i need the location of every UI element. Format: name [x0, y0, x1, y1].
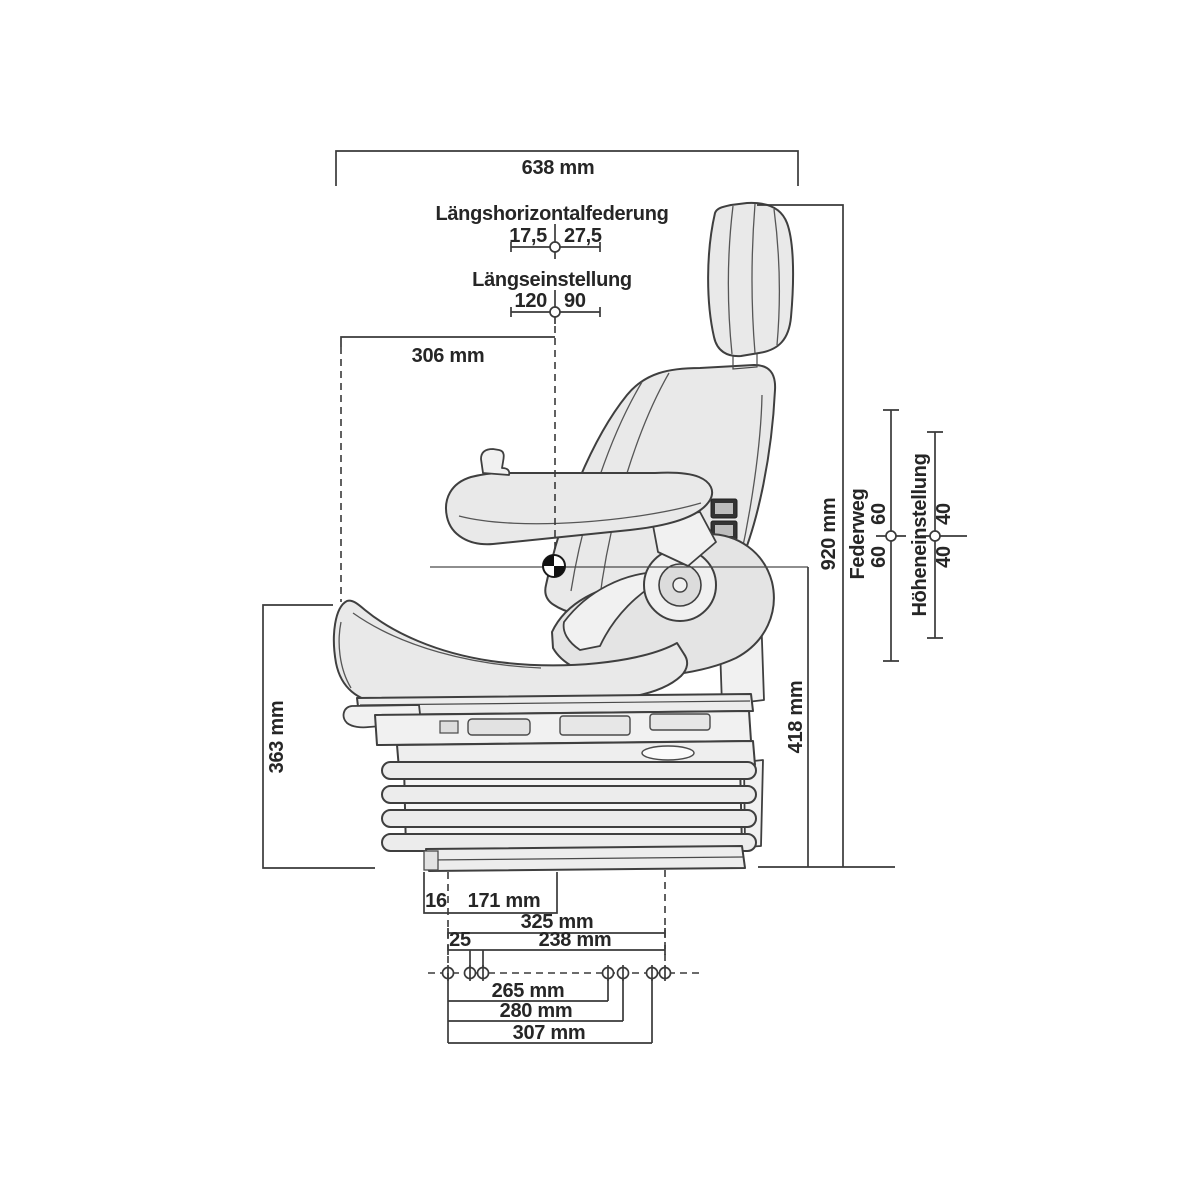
federweg-up-value: 60 [868, 503, 890, 525]
latch-1 [468, 719, 530, 735]
federweg-title: Federweg [847, 488, 869, 580]
le-title: Längseinstellung [472, 269, 632, 291]
bellows-pleat-2 [382, 786, 756, 803]
federweg-down-value: 60 [868, 546, 890, 568]
mounting-hole [478, 965, 489, 981]
latch-2 [560, 716, 630, 735]
headrest [708, 203, 793, 356]
dim-363-label: 363 mm [266, 700, 288, 774]
latch-3 [650, 714, 710, 730]
mounting-hole [660, 965, 671, 981]
le-center-marker [550, 307, 560, 317]
lhf-center-marker [550, 242, 560, 252]
mounting-hole-row [428, 965, 700, 981]
dim-638 [336, 151, 798, 186]
dim-307-label: 307 mm [512, 1022, 586, 1044]
dim-306 [341, 326, 555, 602]
dim-laengseinstellung [472, 269, 632, 324]
belt-guide-hook [481, 449, 509, 475]
dim-306-label: 306 mm [411, 345, 485, 367]
hoehe-down-value: 40 [933, 546, 955, 568]
dim-325-label: 325 mm [520, 911, 594, 933]
hoehe-up-value: 40 [933, 503, 955, 525]
lhf-left-value: 17,5 [509, 225, 547, 247]
dim-280-label: 280 mm [499, 1000, 573, 1022]
dim-418 [758, 567, 895, 867]
dim-238-label: 238 mm [538, 929, 612, 951]
dim-laengshorizontalfederung [435, 203, 668, 259]
bellows-pleat-3 [382, 810, 756, 827]
dim-171-label: 171 mm [467, 890, 541, 912]
mounting-hole [603, 965, 614, 981]
mounting-hole [618, 965, 629, 981]
mounting-hole [647, 965, 658, 981]
dim-hoeheneinstellung [909, 432, 967, 638]
recliner-pivot-hub [673, 578, 687, 592]
hoehe-title: Höheneinstellung [909, 453, 931, 617]
dim-265-label: 265 mm [491, 980, 565, 1002]
dim-418-label: 418 mm [785, 680, 807, 754]
dim-25-label: 25 [449, 929, 471, 951]
bellows-pleat-1 [382, 762, 756, 779]
lhf-title: Längshorizontalfederung [435, 203, 669, 225]
latch-knob [440, 721, 458, 733]
le-left-value: 120 [514, 290, 547, 312]
dim-638-label: 638 mm [521, 157, 595, 179]
dim-16-label: 16 [425, 890, 447, 912]
base-foot [424, 851, 438, 870]
dim-bottom-chain [424, 870, 700, 1044]
lhf-right-value: 27,5 [564, 225, 602, 247]
dim-federweg [847, 410, 906, 661]
mounting-hole [465, 965, 476, 981]
le-right-value: 90 [564, 290, 586, 312]
platform-slot [642, 746, 694, 760]
dim-920-label: 920 mm [818, 497, 840, 571]
